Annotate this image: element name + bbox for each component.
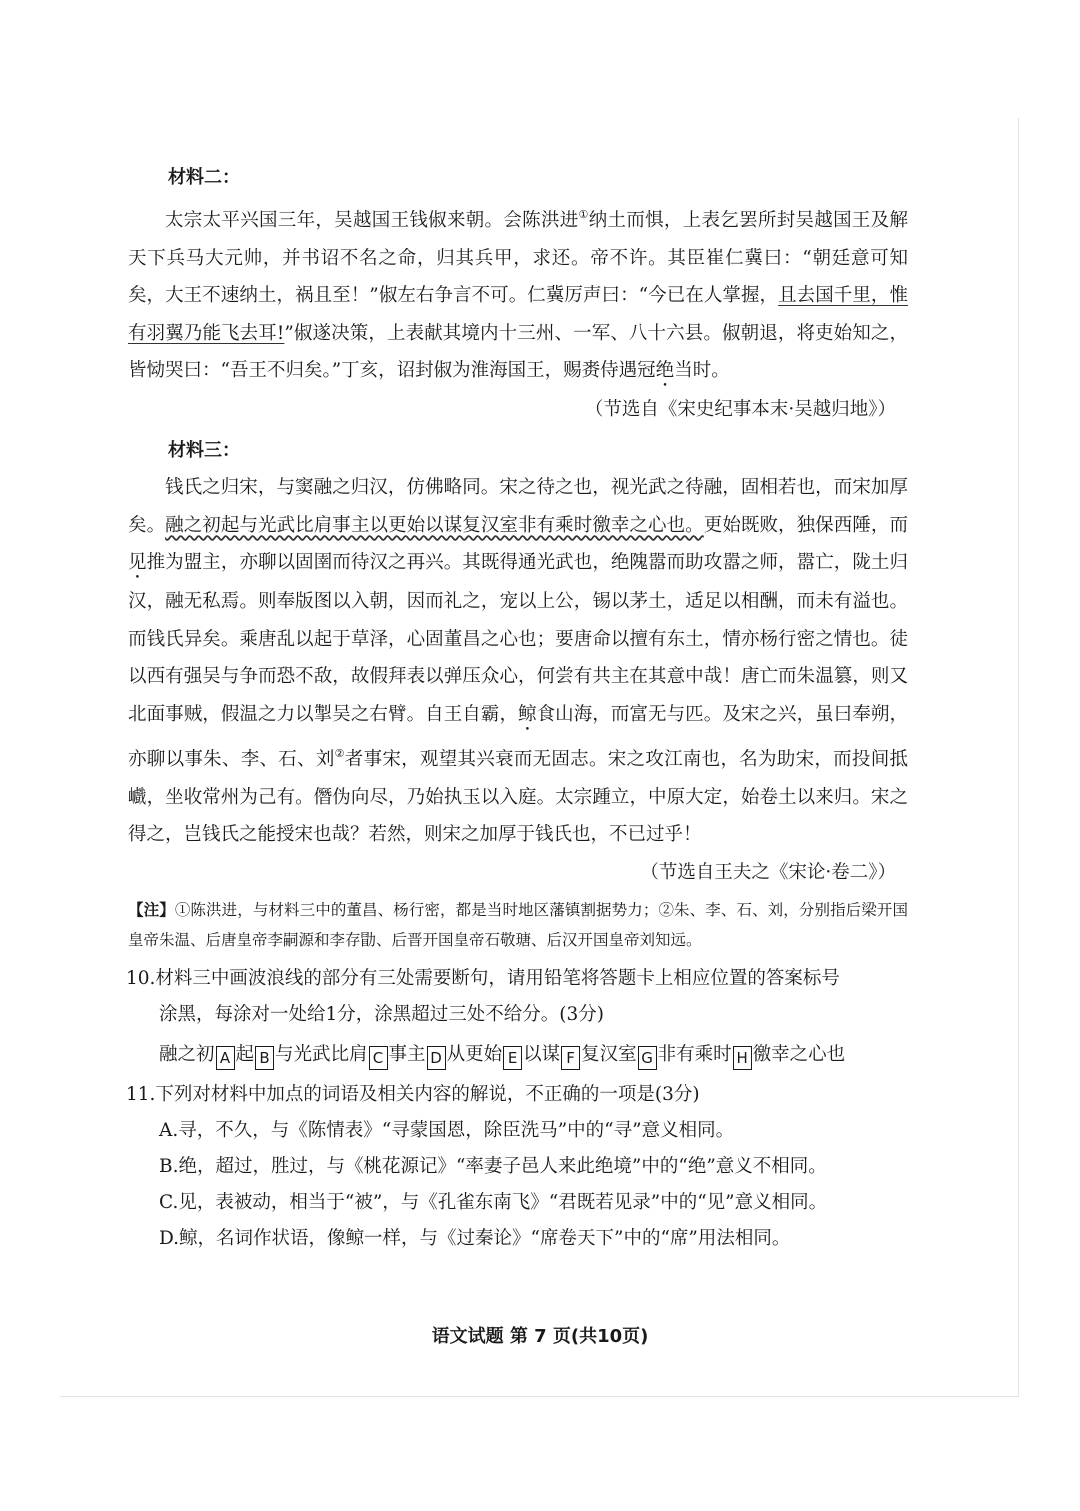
option-b: B.绝，超过，胜过，与《桃花源记》“率妻子邑人来此绝境”中的“绝”意义不相同。 — [159, 1156, 827, 1178]
material-two-text — [128, 196, 908, 391]
option-c: C.见，表被动，相当于“被”，与《孔雀东南飞》“君既若见录”中的“见”意义相同。 — [159, 1192, 828, 1214]
segment-text: 以谋 — [523, 1044, 561, 1066]
question-10-head: 10.材料三中画波浪线的部分有三处需要断句，请用铅笔将答题卡上相应位置的答案标号 — [126, 968, 840, 990]
segment-text: 徼幸之心也 — [752, 1044, 846, 1066]
material-three-title: 材料三： — [168, 439, 240, 461]
material-three-source: （节选自王夫之《宋论·卷二》） — [640, 861, 896, 883]
dotted-word: 鲸 — [518, 703, 537, 725]
break-box-d[interactable]: D — [427, 1046, 446, 1070]
segment-text: 事主 — [388, 1044, 426, 1066]
material-two — [128, 160, 908, 429]
note-mark: ① — [578, 208, 589, 221]
annotation-note — [128, 895, 908, 955]
text-run: ”俶遂决策，上表献其境内十三州、一军、八十六县。俶朝退，将吏始知之，皆恸哭曰：“吾王不归矣。”丁亥，诏封俶为淮海国王，赐赉侍遇冠 — [128, 322, 909, 382]
text-run: 食山海，而富无与匹。及宋之兴，虽曰奉朔，亦聊以事朱、李、石、刘 — [128, 703, 908, 770]
dotted-word: 绝 — [655, 360, 675, 382]
dotted-word: 见 — [128, 552, 147, 574]
segment-text: 非有乘时 — [657, 1044, 732, 1066]
segment-text: 与光武比肩 — [275, 1044, 368, 1066]
text-run: 当时。 — [674, 360, 730, 382]
break-box-h[interactable]: H — [733, 1046, 752, 1070]
note-mark: ② — [334, 746, 345, 760]
segment-text: 起 — [235, 1044, 255, 1066]
wavy-underlined-sentence: 融之初起与光武比肩事主以更始以谋复汉室非有乘时徼幸之心也。 — [165, 514, 704, 536]
underlined-sentence: 且去国千里，惟有羽翼乃能飞去耳! — [128, 285, 908, 344]
text-run: 者事宋，观望其兴衰而无固志。宋之攻江南也，名为助宋，而投间抵巇，坐收常州为己有。僭伪向尽，乃始执玉以入庭。太宗踵立，中原大定，始卷土以来归。宋之得之，岂钱氏之能授宋也哉？若然，则宋之加厚于钱氏也，不已过乎！ — [128, 748, 908, 846]
note-text: ①陈洪进，与材料三中的董昌、杨行密，都是当时地区藩镇割据势力；②朱、李、石、刘，分别指后梁开国皇帝朱温、后唐皇帝李嗣源和李存勖、后晋开国皇帝石敬瑭、后汉开国皇帝刘知远。 — [128, 901, 908, 950]
text-run: 纳土而惧，上表乞罢所封吴越国王及解天下兵马大元帅，并书诏不名之命，归其兵甲，求还。帝不许。其臣崔仁冀曰：“朝廷意可知矣，大王不速纳土，祸且至！”俶左右争言不可。仁冀厉声曰：“今已在人掌握， — [128, 210, 908, 307]
break-box-f[interactable]: F — [561, 1046, 580, 1070]
material-two-source: （节选自《宋史纪事本末·吴越归地》） — [584, 399, 896, 421]
note-label: 【注】 — [128, 901, 175, 920]
segment-text: 融之初 — [159, 1044, 215, 1066]
material-three — [128, 433, 908, 891]
break-box-g[interactable]: G — [638, 1046, 657, 1070]
text-run: 钱氏之归宋，与窦融之归汉，仿佛略同。宋之待之也，视光武之待融，固相若也，而宋加厚矣。 — [128, 476, 908, 536]
text-run: 推为盟主，亦聊以固圉而待汉之再兴。其既得通光武也，绝隗嚣而助攻嚣之师，嚣亡，陇土归汉，融无私焉。则奉版图以入朝，因而礼之，宠以上公，锡以茅土，适足以相酬，而未有溢也。而钱氏异矣。乘唐乱以起于草泽，心固董昌之心也；要唐命以擅有东土，情亦杨行密之情也。徒以西有强吴与争而恐不敌，故假拜表以弹压众心，何尝有共主在其意中哉！唐亡而朱温篡，则又北面事贼，假温之力以掣吴之右臂。自王自霸， — [128, 552, 908, 725]
break-box-b[interactable]: B — [255, 1046, 274, 1070]
break-options — [159, 1035, 908, 1075]
question-11 — [128, 1077, 908, 1257]
page-footer: 语文试题 第 7 页(共10页) — [431, 1326, 649, 1347]
break-box-e[interactable]: E — [503, 1046, 522, 1070]
material-two-title: 材料二： — [168, 167, 240, 188]
question-11-head: 11.下列对材料中加点的词语及相关内容的解说，不正确的一项是(3分) — [126, 1084, 700, 1106]
break-box-a[interactable]: A — [216, 1046, 235, 1070]
material-three-text — [128, 469, 908, 854]
text-run: 更始既败，独保西陲，而 — [703, 514, 908, 536]
text-run: 太宗太平兴国三年，吴越国王钱俶来朝。会陈洪进 — [165, 210, 579, 231]
exam-content — [128, 160, 908, 1257]
question-10-body: 涂黑，每涂对一处给1分，涂黑超过三处不给分。(3分) — [159, 1004, 604, 1026]
option-d: D.鲸，名词作状语，像鲸一样，与《过秦论》“席卷天下”中的“席”用法相同。 — [159, 1228, 791, 1250]
option-a: A.寻，不久，与《陈情表》“寻蒙国恩，除臣洗马”中的“寻”意义相同。 — [159, 1120, 735, 1142]
question-10 — [128, 961, 908, 1075]
segment-text: 复汉室 — [581, 1044, 637, 1066]
segment-text: 从更始 — [446, 1044, 503, 1066]
break-box-c[interactable]: C — [369, 1046, 388, 1070]
